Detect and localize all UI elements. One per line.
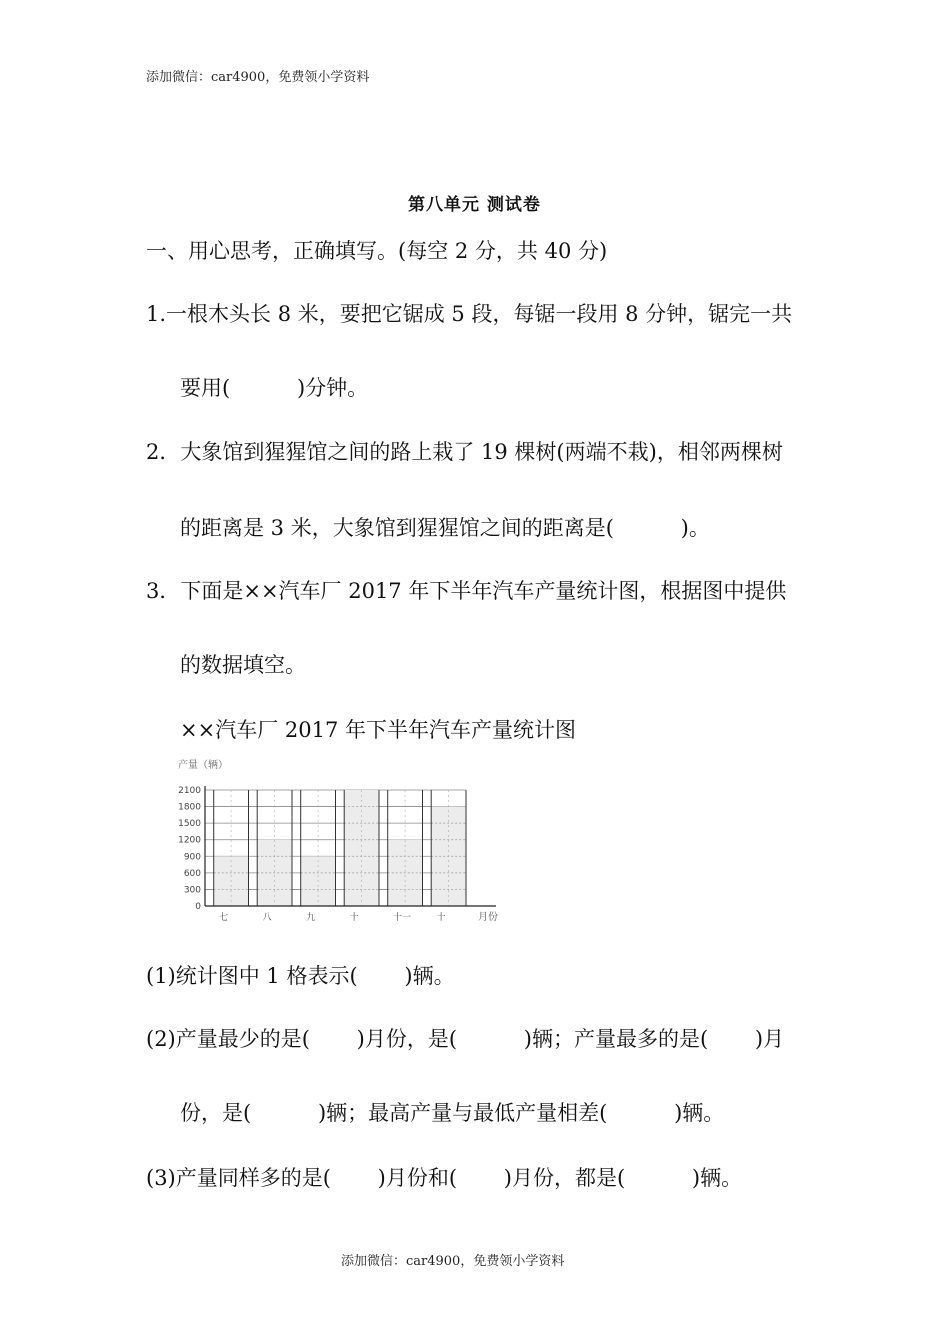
question-2-line-1: 2．大象馆到猩猩馆之间的路上栽了 19 棵树(两端不栽)，相邻两棵树	[146, 440, 783, 464]
x-tick-label: 八	[262, 913, 272, 923]
y-tick-label: 0	[195, 902, 201, 912]
question-1-line-2: 要用( )分钟。	[180, 376, 369, 400]
x-tick-label: 十	[349, 913, 359, 923]
y-tick-label: 600	[183, 868, 201, 879]
y-tick-label: 1500	[178, 819, 201, 830]
y-tick-label: 2100	[178, 786, 201, 796]
chart-caption: ××汽车厂 2017 年下半年汽车产量统计图	[180, 718, 576, 742]
y-axis-label: 产量（辆）	[178, 760, 228, 771]
x-axis-label: 月份	[478, 912, 498, 923]
question-1-line-1: 1.一根木头长 8 米，要把它锯成 5 段，每锯一段用 8 分钟，锯完一共	[146, 302, 793, 326]
header-watermark: 添加微信：car4900，免费领小学资料	[146, 70, 370, 85]
x-tick-label: 十	[436, 913, 446, 923]
x-tick-label: 九	[306, 913, 316, 923]
y-tick-label: 1200	[178, 835, 201, 846]
production-bar-chart	[170, 756, 510, 926]
sub-question-1: (1)统计图中 1 格表示( )辆。	[146, 964, 455, 988]
y-tick-label: 300	[183, 885, 201, 896]
page-title: 第八单元 测试卷	[408, 195, 541, 215]
question-3-line-1: 3．下面是××汽车厂 2017 年下半年汽车产量统计图，根据图中提供	[146, 579, 787, 603]
sub-question-2-line-2: 份，是( )辆；最高产量与最低产量相差( )辆。	[180, 1101, 725, 1125]
x-tick-label: 七	[219, 913, 229, 923]
sub-question-3: (3)产量同样多的是( )月份和( )月份，都是( )辆。	[146, 1166, 743, 1190]
sub-question-2-line-1: (2)产量最少的是( )月份，是( )辆；产量最多的是( )月	[146, 1027, 785, 1051]
bar	[344, 790, 379, 906]
question-2-line-2: 的距离是 3 米，大象馆到猩猩馆之间的距离是( )。	[180, 516, 710, 540]
y-tick-label: 1800	[178, 802, 201, 813]
section-heading: 一、用心思考，正确填写。(每空 2 分，共 40 分)	[146, 239, 608, 263]
question-3-line-2: 的数据填空。	[180, 653, 306, 677]
y-tick-label: 900	[183, 852, 201, 863]
x-tick-label: 十一	[393, 913, 412, 923]
footer-watermark: 添加微信：car4900，免费领小学资料	[341, 1254, 565, 1269]
